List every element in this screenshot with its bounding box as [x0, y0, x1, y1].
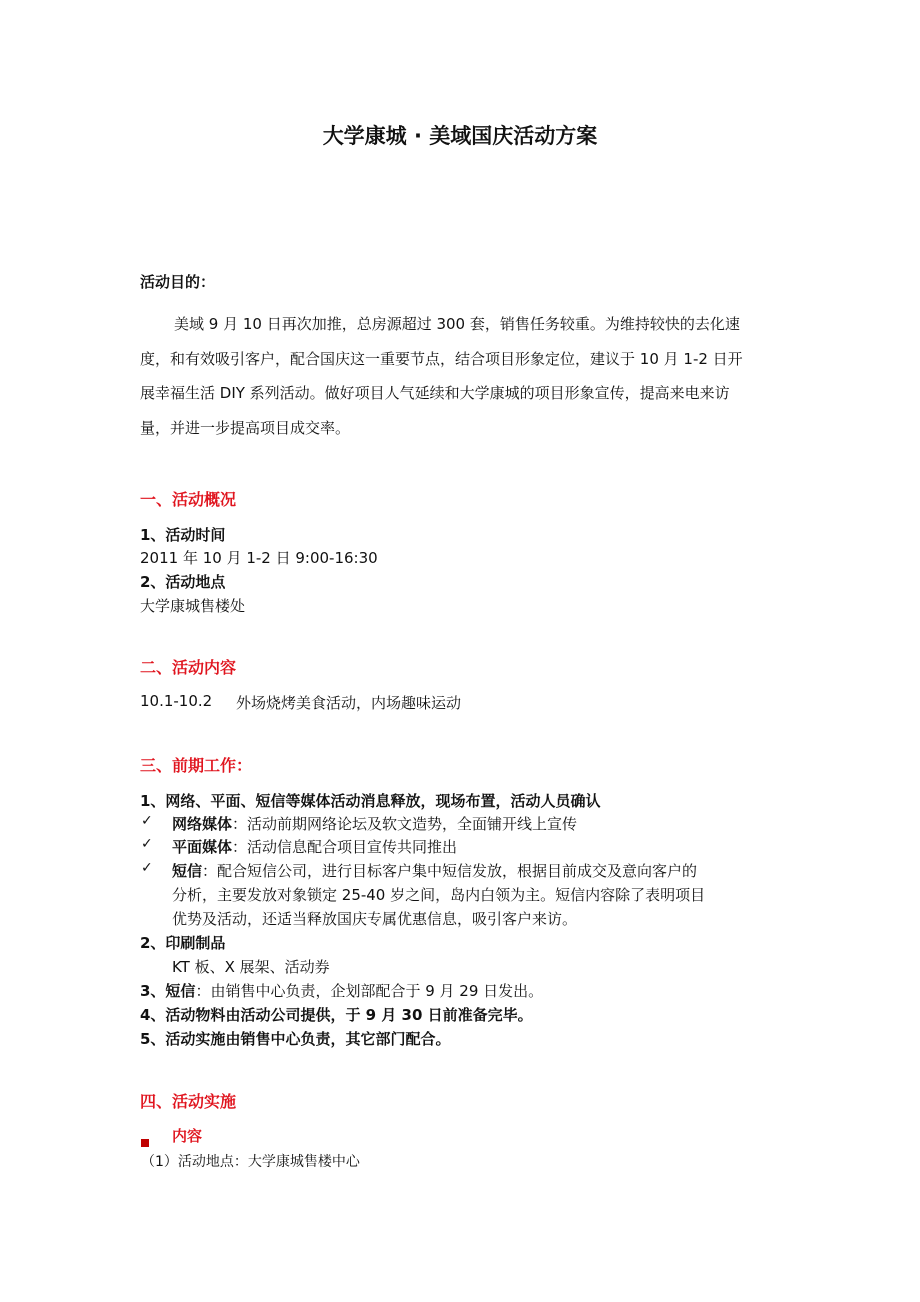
bullet-content-label: 内容: [172, 1127, 203, 1145]
prep-item-2-detail: KT 板、X 展架、活动券: [172, 958, 330, 976]
check-item-sms: [172, 860, 697, 881]
checkmark-icon: ✓: [141, 813, 153, 829]
purpose-line: 量，并进一步提高项目成交率。: [140, 418, 351, 437]
place-value: 大学康城售楼处: [140, 597, 246, 615]
purpose-line: 度，和有效吸引客户，配合国庆这一重要节点，结合项目形象定位，建议于 10 月 1-2 日开: [140, 349, 743, 368]
check-item-text: ：活动前期网络论坛及软文造势，全面铺开线上宣传: [232, 815, 578, 833]
section4-heading: 四、活动实施: [140, 1092, 237, 1111]
implementation-location: （1）活动地点：大学康城售楼中心: [141, 1154, 360, 1170]
check-item-print: [172, 836, 457, 857]
check-item-label: 短信: [172, 862, 203, 880]
prep-item-3-text: ：由销售中心负责，企划部配合于 9 月 29 日发出。: [195, 982, 544, 1000]
content-description: 外场烧烤美食活动，内场趣味运动: [236, 694, 462, 712]
check-item-text: ：配合短信公司，进行目标客户集中短信发放，根据目前成交及意向客户的: [202, 862, 698, 880]
checkmark-icon: ✓: [141, 836, 153, 852]
check-item-web: [172, 813, 577, 834]
square-bullet-icon: [141, 1132, 149, 1151]
place-label: 2、活动地点: [140, 573, 226, 591]
section3-heading: 三、前期工作：: [140, 756, 253, 775]
prep-item-4: 4、活动物料由活动公司提供，于 9 月 30 日前准备完毕。: [140, 1006, 533, 1024]
purpose-line: 展幸福生活 DIY 系列活动。做好项目人气延续和大学康城的项目形象宣传，提高来电来访: [140, 384, 730, 402]
check-item-label: 平面媒体: [172, 838, 233, 856]
section1-heading: 一、活动概况: [140, 490, 237, 509]
sms-continuation: 优势及活动，还适当释放国庆专属优惠信息，吸引客户来访。: [172, 910, 578, 928]
page-title: 大学康城 · 美域国庆活动方案: [322, 124, 598, 148]
sms-continuation: 分析，主要发放对象锁定 25-40 岁之间，岛内白领为主。短信内容除了表明项目: [172, 886, 706, 904]
content-date: 10.1-10.2: [140, 692, 213, 710]
check-item-text: ：活动信息配合项目宣传共同推出: [232, 838, 458, 856]
purpose-line: 美域 9 月 10 日再次加推，总房源超过 300 套，销售任务较重。为维持较快的去化速: [174, 315, 740, 333]
time-label: 1、活动时间: [140, 526, 226, 544]
prep-item-3: [140, 980, 543, 1001]
prep-item-1: 1、网络、平面、短信等媒体活动消息释放，现场布置，活动人员确认: [140, 792, 601, 810]
checkmark-icon: ✓: [141, 860, 153, 876]
purpose-heading: 活动目的：: [140, 273, 216, 291]
purpose-paragraph: [140, 307, 780, 445]
prep-item-5: 5、活动实施由销售中心负责，其它部门配合。: [140, 1030, 451, 1048]
prep-item-3-label: 3、短信: [140, 982, 196, 1000]
check-item-label: 网络媒体: [172, 815, 233, 833]
prep-item-2: 2、印刷制品: [140, 934, 226, 952]
time-value: 2011 年 10 月 1-2 日 9:00-16:30: [140, 549, 378, 567]
section2-heading: 二、活动内容: [140, 658, 237, 677]
